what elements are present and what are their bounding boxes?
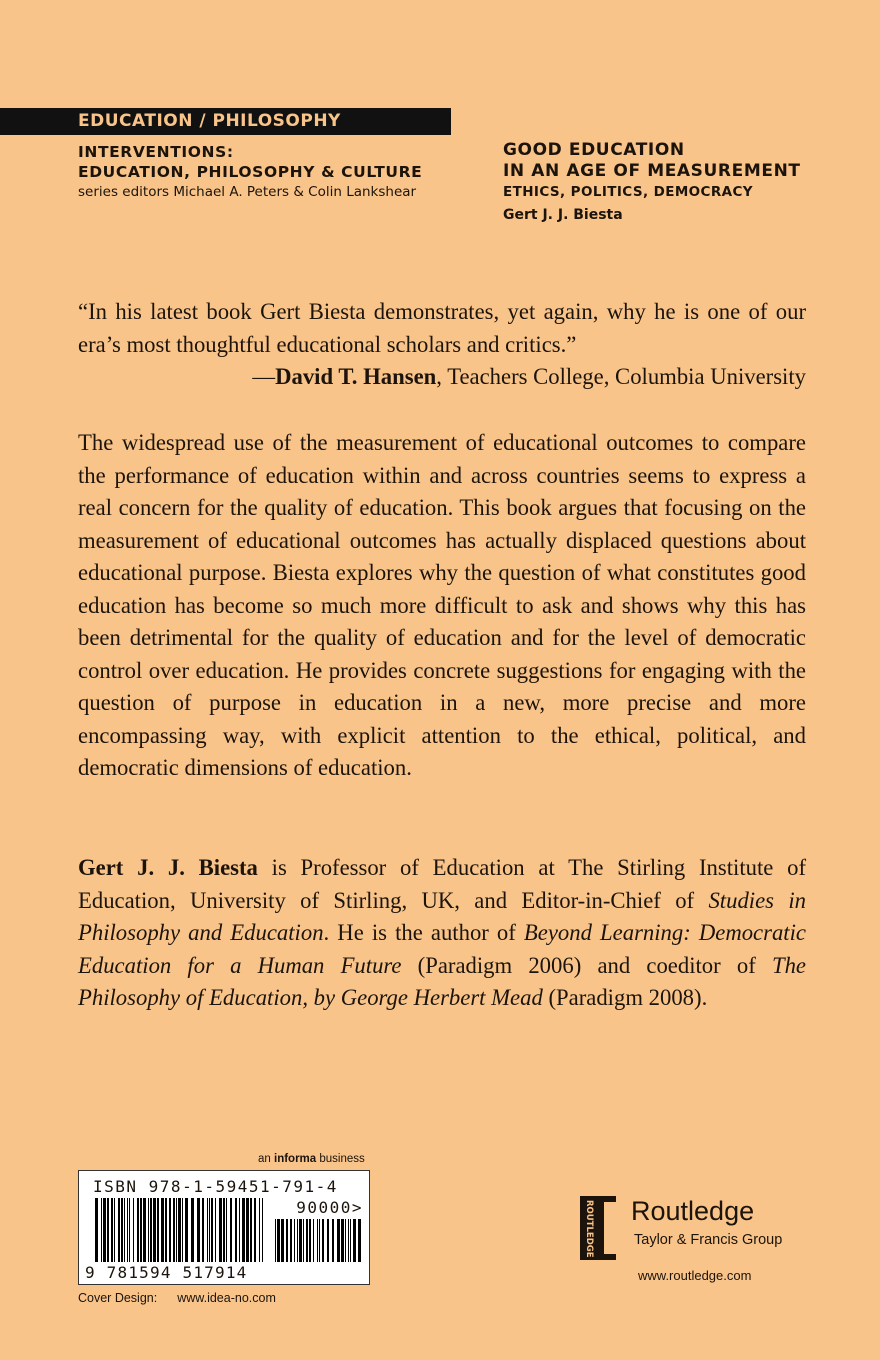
barcode-bar: [281, 1219, 284, 1262]
barcode-bar: [157, 1198, 159, 1262]
barcode-bar: [127, 1198, 128, 1262]
publisher-group: Taylor & Francis Group: [634, 1232, 783, 1248]
book-title-line2: IN AN AGE OF MEASUREMENT: [503, 161, 801, 181]
series-info: [78, 142, 458, 202]
barcode-bar: [254, 1198, 256, 1262]
barcode-bar: [348, 1219, 349, 1262]
barcode-bar: [111, 1198, 113, 1262]
barcode-bar: [223, 1198, 225, 1262]
isbn-barcode: [78, 1170, 370, 1285]
book-title-line1: GOOD EDUCATION: [503, 140, 685, 160]
barcode-bar: [306, 1219, 308, 1262]
barcode-bar: [319, 1219, 320, 1262]
cover-design-label: Cover Design:: [78, 1291, 158, 1305]
barcode-bar: [182, 1198, 183, 1262]
barcode-bar: [215, 1198, 216, 1262]
bio-book2: The Philosophy of Education, by George Herbert Mead: [78, 952, 806, 1010]
barcode-bar: [341, 1219, 344, 1262]
barcode-bar: [317, 1219, 318, 1262]
barcode-bar: [121, 1198, 123, 1262]
barcode-bar: [169, 1198, 171, 1262]
bio-text: (Paradigm 2008).: [542, 985, 708, 1010]
barcode-bar: [165, 1198, 167, 1262]
barcode-bar: [353, 1219, 356, 1262]
routledge-logo-icon: [576, 1196, 624, 1260]
barcode-bar: [290, 1219, 292, 1262]
barcode-bars-main: [95, 1198, 265, 1262]
barcode-bar: [133, 1198, 134, 1262]
barcode-bar: [103, 1198, 106, 1262]
barcode-bar: [191, 1198, 194, 1262]
barcode-bar: [101, 1198, 102, 1262]
barcode-bar: [246, 1198, 249, 1262]
barcode-bar: [262, 1198, 263, 1262]
barcode-bar: [211, 1198, 213, 1262]
barcode-bar: [173, 1198, 175, 1262]
barcode-bar: [303, 1219, 304, 1262]
barcode-bar: [143, 1198, 146, 1262]
barcode-bar: [242, 1198, 245, 1262]
barcode-bar: [226, 1198, 227, 1262]
barcode-bar: [150, 1198, 152, 1262]
cover-design-credit: [78, 1291, 276, 1305]
barcode-bar: [294, 1219, 295, 1262]
series-title-line1: INTERVENTIONS:: [78, 143, 234, 161]
book-title-block: [503, 140, 843, 228]
endorser-name: David T. Hansen: [275, 364, 437, 389]
barcode-bar: [185, 1198, 188, 1262]
barcode-bar: [219, 1198, 222, 1262]
publisher-name: Routledge: [631, 1196, 755, 1226]
informa-suffix: business: [316, 1153, 365, 1165]
publisher-url: www.routledge.com: [638, 1268, 752, 1283]
endorsement-attribution: [78, 361, 806, 394]
barcode-bar: [277, 1219, 280, 1262]
cover-design-url: www.idea-no.com: [177, 1291, 276, 1305]
ean-digits: 9 781594 517914: [85, 1263, 248, 1282]
barcode-bar: [327, 1219, 329, 1262]
barcode-bar: [197, 1198, 200, 1262]
barcode-bar: [299, 1219, 302, 1262]
barcode-bar: [239, 1198, 240, 1262]
barcode-bar: [250, 1198, 252, 1262]
book-author: Gert J. J. Biesta: [503, 207, 623, 223]
barcode-bars-addon: [275, 1219, 361, 1262]
barcode-bar: [129, 1198, 130, 1262]
barcode-bar: [313, 1219, 314, 1262]
barcode-bar: [153, 1198, 156, 1262]
barcode-bar: [209, 1198, 210, 1262]
book-subtitle: ETHICS, POLITICS, DEMOCRACY: [503, 184, 753, 200]
informa-brand: informa: [274, 1153, 317, 1165]
informa-tagline: [258, 1153, 365, 1165]
author-bio: [78, 852, 806, 1015]
informa-prefix: an: [258, 1153, 274, 1165]
barcode-bar: [137, 1198, 139, 1262]
bio-text: (Paradigm 2006) and coeditor of: [401, 952, 772, 978]
barcode-bar: [350, 1219, 351, 1262]
barcode-bar: [332, 1219, 334, 1262]
price-code: 90000>: [296, 1198, 363, 1217]
bio-text: is Professor of Education at The Stirling Institute of Education, University of Stirling, UK, and Editor-in-Chief of: [78, 855, 806, 913]
barcode-bar: [207, 1198, 208, 1262]
barcode-bar: [230, 1198, 232, 1262]
barcode-bar: [358, 1219, 361, 1262]
barcode-bar: [259, 1198, 260, 1262]
category-banner: EDUCATION / PHILOSOPHY: [0, 108, 451, 135]
series-editors: series editors Michael A. Peters & Colin Lankshear: [78, 184, 417, 200]
barcode-bar: [337, 1219, 340, 1262]
bio-book1: Beyond Learning: Democratic Education for a Human Future: [78, 920, 806, 978]
bio-author-name: Gert J. J. Biesta: [78, 855, 258, 880]
barcode-bar: [118, 1198, 120, 1262]
barcode-bar: [140, 1198, 142, 1262]
barcode-bar: [202, 1198, 204, 1262]
barcode-bar: [235, 1198, 237, 1262]
barcode-bar: [176, 1198, 177, 1262]
barcode-bar: [148, 1198, 149, 1262]
barcode-bar: [161, 1198, 164, 1262]
attribution-dash: —: [252, 364, 276, 389]
barcode-bar: [178, 1198, 181, 1262]
endorsement-quote: “In his latest book Gert Biesta demonstrates, yet again, why he is one of our era’s most thoughtful educational scholars and critics.”: [78, 299, 806, 357]
barcode-bar: [297, 1219, 298, 1262]
bio-journal: Studies in Philosophy and Education: [78, 887, 806, 945]
barcode-bar: [107, 1198, 109, 1262]
barcode-bar: [322, 1219, 324, 1262]
bio-text: . He is the author of: [323, 920, 524, 945]
barcode-bar: [286, 1219, 288, 1262]
barcode-bar: [275, 1219, 276, 1262]
barcode-bar: [95, 1198, 98, 1262]
logo-text: ROUTLEDGE: [584, 1200, 594, 1258]
isbn-number: ISBN 978-1-59451-791-4: [93, 1177, 338, 1196]
book-description: The widespread use of the measurement of educational outcomes to compare the performance of education within and across countries seems to express a real concern for the quality of education. This book argues that focusing on the measurement of educational outcomes has actually displaced questions about educational purpose. Biesta explores why the question of what constitutes good education has become so much more difficult to ask and shows why this has been detrimental for the quality of education and for the level of democratic control over education. He provides concrete suggestions for engaging with the question of purpose in education in a new, more precise and more encompassing way, with explicit attention to the ethical, political, and democratic dimensions of education.: [78, 430, 806, 780]
barcode-bar: [345, 1219, 346, 1262]
barcode-bar: [114, 1198, 115, 1262]
barcode-bar: [309, 1219, 311, 1262]
endorser-affiliation: , Teachers College, Columbia University: [436, 364, 806, 389]
barcode-bar: [124, 1198, 125, 1262]
series-title-line2: EDUCATION, PHILOSOPHY & CULTURE: [78, 163, 423, 181]
